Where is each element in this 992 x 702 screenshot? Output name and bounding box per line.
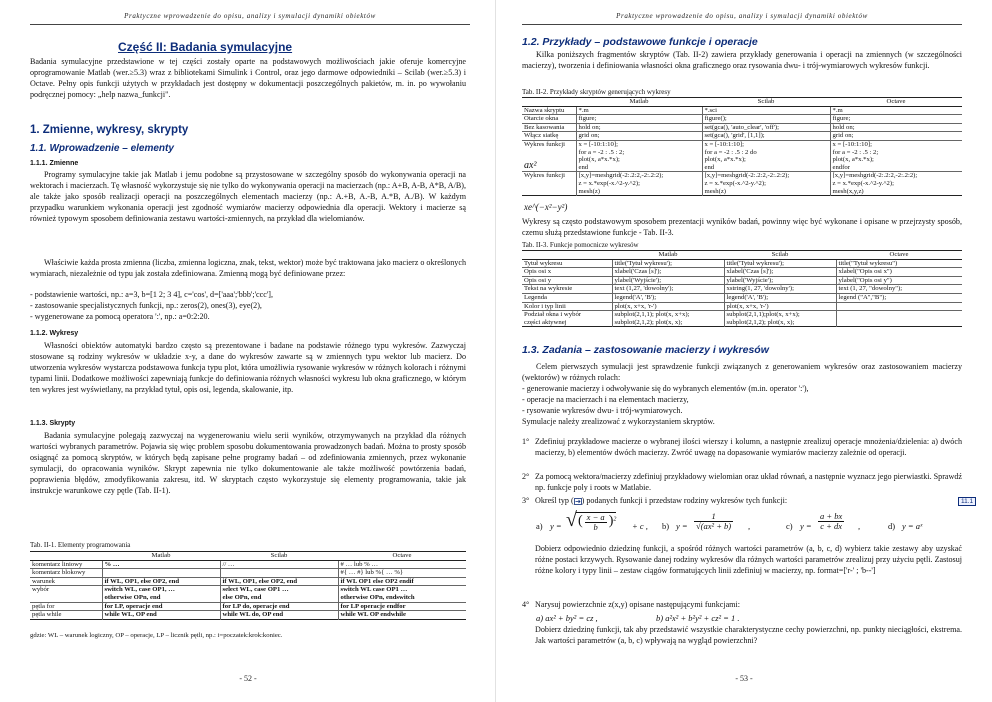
table-cell xyxy=(836,319,962,327)
table-cell: Opis osi x xyxy=(522,268,612,277)
table-cell: figure; xyxy=(576,115,702,124)
table-header: Scilab xyxy=(220,552,338,561)
zmienne-paragraph-2: Właściwie każda prosta zmienna (liczba, zmienna logiczna, znak, tekst, wektor) może być traktowana jako macierz o określonych wymiarach, niezależnie od typu jak została zdefiniowana. Zmienną mogą być definiowane przez: xyxy=(30,258,466,278)
table-cell: [x,y]=meshgrid(-2:.2:2,-2:.2:2); xyxy=(702,172,830,180)
table-cell: mesh(x,y,z) xyxy=(830,188,962,196)
exercise-3-formulas xyxy=(536,511,956,541)
table-row xyxy=(30,560,466,569)
running-header-right: Praktyczne wprowadzenie do opisu, analizy i symulacji dynamiki obiektów xyxy=(616,12,868,20)
formula-lhs: y = xyxy=(550,521,562,531)
sqrt-sign-icon: √ xyxy=(566,509,577,531)
list-item: - operacje na macierzach i na elementach macierzy, xyxy=(522,394,689,404)
table-row xyxy=(30,586,466,594)
table-cell xyxy=(836,311,962,319)
table-header: Scilab xyxy=(702,98,830,107)
table-cell: części aktywnej xyxy=(524,318,567,326)
table-cell: title('Tytuł wykresu'); xyxy=(724,259,836,268)
table-row xyxy=(522,319,962,327)
exercise-number: 1° xyxy=(522,437,530,446)
formula-label: d) xyxy=(888,521,896,531)
section-1-1-heading: 1.1. Wprowadzenie – elementy xyxy=(30,143,174,154)
table-cell xyxy=(836,302,962,311)
table-cell: Włącz siatkę xyxy=(522,132,576,141)
table-row xyxy=(522,149,962,157)
table-row xyxy=(522,115,962,124)
page-number-right: - 53 - xyxy=(735,674,753,683)
table-header xyxy=(522,98,576,107)
table-cell: title("Tytuł wykresu") xyxy=(836,259,962,268)
zmienne-paragraph-1: Programy symulacyjne takie jak Matlab i jemu podobne są przystosowane w szczególny sposób do wykonywania operacji na wektorach i macierzach. Tę własność wykorzystuje się nie tylko do wykonywania operacji na macierzach (np.: A+B, A-B, A*B, A/B), ale także jako sposób realizacji operacji na poszczególnych elementach macierzy (np.: A.+B, A.-B, A.*B, A./B). W każdym przypadku warunkiem wykonania operacji jest zgodność wymiarów macierzy odpowiednia dla operacji. Wektory i macierze są również typowym sposobem definiowania zestawu wartości-zmiennych, na przykład dla wielomianów. xyxy=(30,170,466,223)
zmienne-list xyxy=(30,290,466,323)
table-row xyxy=(522,164,962,172)
table-row xyxy=(30,577,466,586)
table-cell xyxy=(522,180,576,188)
table-header xyxy=(522,251,612,260)
examples-paragraph: Kilka poniższych fragmentów skryptów (Tab. II-2) zawiera przykłady generowania i operacji na zmiennych (w szczególności macierzy), tworzenia i definiowania własności okna graficznego oraz rysowania dwu- i trój-wymiarowych wykresów funkcji. xyxy=(522,50,962,70)
table-row xyxy=(522,285,962,294)
table-cell: ylabel("Opis osi y") xyxy=(836,276,962,285)
table-cell: otherwise OPn, end xyxy=(102,594,220,602)
table-cell: Bez kasowania xyxy=(522,123,576,132)
table-cell: // … xyxy=(220,560,338,569)
formula-lhs: y = xyxy=(800,521,812,531)
table-row xyxy=(30,594,466,602)
table-cell: subplot(2,1,2); plot(x, x); xyxy=(724,319,836,327)
table-cell: Wykres funkcji xyxy=(522,172,576,180)
table-cell: subplot(2,1,2); plot(x, x); xyxy=(612,319,724,327)
table-cell: while WL do, OP end xyxy=(220,611,338,620)
formula-fraction xyxy=(818,512,844,531)
table-cell: title('Tytuł wykresu'); xyxy=(612,259,724,268)
tasks-after: Symulacje należy zrealizować z wykorzystaniem skryptów. xyxy=(522,417,715,426)
table-cell: end xyxy=(576,164,702,172)
exercise-2 xyxy=(522,472,962,494)
table-row xyxy=(522,302,962,311)
table-row xyxy=(522,268,962,277)
table-cell: figure; xyxy=(830,115,962,124)
table-cell: xlabel('Czas [s]'); xyxy=(612,268,724,277)
section-1-1-2-heading: 1.1.2. Wykresy xyxy=(30,330,79,337)
table-header xyxy=(30,552,102,561)
header-rule-right xyxy=(522,24,962,25)
table-cell: x = [-10:1:10]; xyxy=(830,140,962,148)
table-programming-elements xyxy=(30,551,466,620)
table-cell: Otarcie okna xyxy=(522,115,576,124)
right-arrow-icon[interactable] xyxy=(574,496,582,505)
table-cell: wybór xyxy=(30,586,102,594)
table1-legend: gdzie: WL – warunek logiczny, OP – operacje, LP – licznik pętli, np.: i=poczatek:krok:koniec. xyxy=(30,632,283,639)
exercise-3-after: Dobierz odpowiednio dziedzinę funkcji, a spośród różnych wartości parametrów (a, b, c, d) wybierz takie zestawy aby uzyskać różne postaci krzywych. Rysowanie danej rodziny wykresów dla różnych wartości parametrów zrealizuj przy użyciu pętli. Zastosuj różne kolory i typy linii – zestaw ciągów formatujących linii zdefiniuj w macierzy, np. format=['r-' ; 'b--'] xyxy=(535,544,962,575)
table-row xyxy=(522,188,962,196)
table-cell: subplot(2,1,1);plot(x, x+x); xyxy=(724,311,836,319)
exponent: 2 xyxy=(613,516,617,523)
formula-rest: , xyxy=(748,521,751,531)
numerator: x − a xyxy=(586,512,605,522)
table-cell: set(gca(), 'auto_clear', 'off'); xyxy=(702,123,830,132)
table-cell: mesh(z) xyxy=(576,188,702,196)
table-row xyxy=(30,611,466,620)
table-cell: hold on; xyxy=(576,123,702,132)
table-cell: x = [-10:1:10]; xyxy=(702,140,830,148)
table-cell: text (1, 27, "dowolny"); xyxy=(836,285,962,294)
list-item: - wygenerowane za pomocą operatora ':', np.: a=0:2:20. xyxy=(30,311,210,321)
table-cell: for LP do, operacje end xyxy=(220,602,338,611)
table-cell: endfor xyxy=(830,164,962,172)
table-plot-scripts xyxy=(522,97,962,196)
table-cell: grid on; xyxy=(576,132,702,141)
exercise-text: Za pomocą wektora/macierzy zdefiniuj przykładowy wielomian oraz układ równań, a następnie wyznacz jego pierwiastki. Sprawdź np. funkcje poly i roots w Matlabie. xyxy=(535,472,962,492)
page-number-left: - 52 - xyxy=(239,674,257,683)
table-cell: % … xyxy=(102,560,220,569)
table-cell: for LP operacje endfor xyxy=(338,602,466,611)
table-cell: if WL, OP1, else OP2, end xyxy=(102,577,220,586)
table-cell: Tytuł wykresu xyxy=(522,259,612,268)
table-header: Matlab xyxy=(612,251,724,260)
table-cell xyxy=(220,569,338,578)
table-cell: otherwise OPn, endswitch xyxy=(338,594,466,602)
table-cell: #{ … #} lub %{ … %} xyxy=(338,569,466,578)
formula-fraction xyxy=(585,513,607,532)
table-cell: plot(x, a*x.*x); xyxy=(830,156,962,164)
header-rule-left xyxy=(30,24,470,25)
table-cell: [x,y]=meshgrid(-2:.2:2,-2:.2:2); xyxy=(576,172,702,180)
table-row xyxy=(522,172,962,180)
table-row xyxy=(522,123,962,132)
table-header: Octave xyxy=(338,552,466,561)
table-cell: Kolor i typ linii xyxy=(522,302,612,311)
table-row xyxy=(522,293,962,302)
table-row xyxy=(522,156,962,164)
table-cell: ylabel('Wyjście'); xyxy=(612,276,724,285)
table-cell: for LP, operacje end xyxy=(102,602,220,611)
list-item: - podstawienie wartości, np.: a=3, b=[1 2; 3 4], c='cos', d=['aaa';'bbb';'ccc'], xyxy=(30,290,273,299)
table-cell: Tekst na wykresie xyxy=(522,285,612,294)
table-cell: Opis osi y xyxy=(522,276,612,285)
table-cell: select WL, case OP1 … xyxy=(220,586,338,594)
section-1-heading: 1. Zmienne, wykresy, skrypty xyxy=(30,124,189,136)
table-cell: komentarz blokowy xyxy=(30,569,102,578)
table-cell: x = [-10:1:10]; xyxy=(576,140,702,148)
list-item: - generowanie macierzy i odwoływanie się do wybranych elementów (m.in. operator ':'), xyxy=(522,384,809,393)
after-table2-paragraph: Wykresy są często podstawowym sposobem prezentacji wyników badań, powinny więc być wykonane i opisane w przejrzysty sposób, czemu służą przedstawione funkcje - Tab. II-3. xyxy=(522,217,962,237)
formula-xexp: xe^(−x²−y²) xyxy=(524,202,568,212)
section-1-1-3-heading: 1.1.3. Skrypty xyxy=(30,420,76,427)
formula-rest: , xyxy=(858,521,861,531)
table-cell: z = x.*exp(-x.^2-y.^2); xyxy=(702,180,830,188)
section-1-3-heading: 1.3. Zadania – zastosowanie macierzy i wykresów xyxy=(522,344,769,356)
paren-icon: ) xyxy=(608,513,614,529)
running-header-left: Praktyczne wprowadzenie do opisu, analizy i symulacji dynamiki obiektów xyxy=(124,12,376,20)
skrypty-paragraph: Badania symulacyjne polegają zazwyczaj na wygenerowaniu wielu serii wyników, otrzymywanych na przykład dla różnych wartości wybranych parametrów. Pojawia się więc problem sposobu dokumentowania prowadzonych badań. Można to prosty sposób osiągnąć za pomocą skryptów, w których będą zapisane pełne programy badań – od zdefiniowania zmiennych, przez wykonanie symulacji, do opracowania wyników. Skrypt zapewnia nie tylko dokumentowanie ale także możliwość powtórzenia badań, poprawienia błędów, zmodyfikowania zakresu, itd. W skryptach często wykorzystuje się elementy programowania, takie jak instrukcje warunkowe czy pętle (Tab. II-1). xyxy=(30,431,466,495)
table-cell: grid on; xyxy=(830,132,962,141)
table-cell: for a = -2 : .5 : 2; xyxy=(830,149,962,157)
exercise-4-formula-b: b) a²x² + b²y² + cz² = 1 . xyxy=(656,613,740,623)
exercise-text: Zdefiniuj przykładowe macierze o wybranej ilości wierszy i kolumn, a następnie zrealizuj operacje mnożenia/dzielenia: a) dwóch macierzy, b) elementów dwóch macierzy. Zwróć uwagę na dopasowanie wymiarów macierzy zależnie od operacji. xyxy=(535,437,962,457)
table-cell: z = x.*exp(-x.^2-y.^2); xyxy=(576,180,702,188)
denominator: b xyxy=(593,522,598,532)
table-cell: else OPn, end xyxy=(220,594,338,602)
table-header: Matlab xyxy=(102,552,220,561)
table-cell: warunek xyxy=(30,577,102,586)
table-cell: pętla for xyxy=(30,602,102,611)
table-cell: [x,y]=meshgrid(-2:.2:2,-2:.2:2); xyxy=(830,172,962,180)
table-cell: if WL, OP1, else OP2, end xyxy=(220,577,338,586)
table-cell: plot(x, a*x.*x); xyxy=(702,156,830,164)
table-header: Matlab xyxy=(576,98,702,107)
exercise-4 xyxy=(522,600,962,611)
table-cell: for a = -2 : .5 : 2 do xyxy=(702,149,830,157)
table-row xyxy=(522,106,962,115)
denominator: √(ax² + b) xyxy=(696,521,732,531)
exercise-4-formula-a: a) ax² + by² = cz , xyxy=(536,613,598,623)
table-cell: pętla while xyxy=(30,611,102,620)
numerator: 1 xyxy=(694,512,733,522)
tasks-list xyxy=(522,384,962,417)
table-cell: z = x.*exp(-x.^2-y.^2); xyxy=(830,180,962,188)
formula-rest: + c , xyxy=(632,521,648,531)
section-1-1-1-heading: 1.1.1. Zmienne xyxy=(30,160,79,167)
table2-caption: Tab. II-2. Przykłady skryptów generujących wykresy xyxy=(522,88,671,96)
table-cell: if WL OP1 else OP2 endif xyxy=(338,577,466,586)
numerator: a + bx xyxy=(820,511,843,521)
margin-reference-tag[interactable]: 11.1 xyxy=(958,497,976,506)
table-cell: hold on; xyxy=(830,123,962,132)
tasks-paragraph: Celem pierwszych symulacji jest sprawdzenie funkcji związanych z generowaniem wykresów oraz zastosowaniem macierzy (wektorów) w różnych rolach: xyxy=(522,362,962,382)
table-cell: plot(x, a*x.*x); xyxy=(576,156,702,164)
table-cell: set(gca(), 'grid', [1,1]); xyxy=(702,132,830,141)
table-cell: ylabel('Wyjście'); xyxy=(724,276,836,285)
table-header: Scilab xyxy=(724,251,836,260)
table-cell xyxy=(102,569,220,578)
formula-fraction xyxy=(694,512,733,531)
list-item: - rysowanie wykresów dwu- i trój-wymiarowych. xyxy=(522,405,683,415)
exercise-4-after: Dobierz dziedzinę funkcji, tak aby przedstawić wszystkie charakterystyczne cechy powierzchni, np. punkty nieciągłości, ekstrema. Jak wartości parametrów (a, b, c) wpływają na wygląd powierzchni? xyxy=(535,625,962,645)
table-cell: # … lub % … xyxy=(338,560,466,569)
table-cell: subplot(2,1,1); plot(x, x+x); xyxy=(612,311,724,319)
table-row xyxy=(522,276,962,285)
exercise-text: Określ typ ( xyxy=(535,496,574,505)
table-cell: legend('A', 'B'); xyxy=(724,293,836,302)
table-row xyxy=(522,140,962,148)
formula-label: a) xyxy=(536,521,543,531)
formula-lhs: y = xyxy=(676,521,688,531)
table-row xyxy=(522,180,962,188)
table-header: Octave xyxy=(836,251,962,260)
table-header: Octave xyxy=(830,98,962,107)
exercise-text-wrap xyxy=(535,496,962,507)
table-cell: while WL OP endwhile xyxy=(338,611,466,620)
list-item: - zastosowanie specjalistycznych funkcji, np.: zeros(2), ones(3), eye(2), xyxy=(30,300,262,310)
table-cell: Podział okna i wybór xyxy=(522,311,612,319)
exercise-number: 4° xyxy=(522,600,530,609)
part-title: Część II: Badania symulacyjne xyxy=(118,40,293,54)
table1-caption: Tab. II-1. Elementy programowania xyxy=(30,541,131,549)
exercise-3 xyxy=(522,496,962,507)
denominator: c + dx xyxy=(820,521,843,531)
table-cell: Legenda xyxy=(522,293,612,302)
table-cell: plot(x, x+x, 'r-') xyxy=(724,302,836,311)
table-cell: *.m xyxy=(576,106,702,115)
exercise-text: Narysuj powierzchnie z(x,y) opisane następującymi funkcjami: xyxy=(535,600,740,609)
table-plot-helpers xyxy=(522,250,962,327)
table-row xyxy=(30,569,466,578)
table-cell: while WL, OP end xyxy=(102,611,220,620)
table-cell: plot(x, x+x, 'r-') xyxy=(612,302,724,311)
table-cell: xlabel('Czas [s]'); xyxy=(724,268,836,277)
table-cell: Wykres funkcji xyxy=(522,140,576,148)
table-row xyxy=(522,132,962,141)
table-cell: mesh(z) xyxy=(702,188,830,196)
formula-a-body xyxy=(576,512,616,532)
exercise-text: ) podanych funkcji i przedstaw rodziny wykresów tych funkcji: xyxy=(581,496,788,505)
table-cell: *.m xyxy=(830,106,962,115)
wykresy-paragraph: Własności obiektów automatyki bardzo często są prezentowane i badane na podstawie różnego typu wykresów. Zazwyczaj stosowane są rodziny wykresów w układzie x-y, a dane do wykresów zawarte są w zmiennych typu wektor lub macierz. Do utworzenia wykresów wystarcza podstawowa funkcja typu plot, która umożliwia rysowanie wykresów w różnych kolorach i różnymi typami linii. Dodatkowe możliwości zapewniają funkcje do definiowania różnych własności wykresu lub okna graficznego, w którym ten wykres jest wyświetlany, na przykład tytuł, opis osi, legenda, skalowanie, itp. xyxy=(30,341,466,394)
table-cell: switch WL, case OP1, … xyxy=(102,586,220,594)
formula-ax2: ax² xyxy=(524,160,537,171)
table-cell: komentarz liniowy xyxy=(30,560,102,569)
table-cell xyxy=(522,149,576,157)
table-cell: xstring(1, 27, 'dowolny'); xyxy=(724,285,836,294)
exercise-number: 2° xyxy=(522,472,530,481)
table-cell: xlabel("Opis osi x") xyxy=(836,268,962,277)
table-cell: *.sci xyxy=(702,106,830,115)
table-cell: for a = -2 : .5 : 2; xyxy=(576,149,702,157)
table-cell xyxy=(30,594,102,602)
formula-label: c) xyxy=(786,521,793,531)
table-cell: Nazwa skryptu xyxy=(522,106,576,115)
table-row xyxy=(522,259,962,268)
table-row xyxy=(30,602,466,611)
paren-icon: ( xyxy=(578,513,583,529)
table-cell xyxy=(522,188,576,196)
exercise-1 xyxy=(522,437,962,459)
table-row xyxy=(522,311,962,319)
table-cell: figure(); xyxy=(702,115,830,124)
right-page xyxy=(496,0,992,702)
table-cell: text (1,27, 'dowolny'); xyxy=(612,285,724,294)
table-cell: legend ("A","B"); xyxy=(836,293,962,302)
intro-paragraph: Badania symulacyjne przedstawione w tej części zostały oparte na podstawowych możliwościach jakie oferuje komercyjne oprogramowanie Matlab (wer.≥5.3) wraz z bibliotekami Simulink i Control, oraz jego darmowe odpowiedniki – Scilab (wer.≥5.3) i Octave. Pełny opis funkcji użytych w przykładach jest dostępny w dokumentacji poszczególnych pakietów, m. in. po wywołaniu podręcznej pomocy: „help nazwa_funkcji". xyxy=(30,57,466,99)
table-cell: switch WL case OP1 … xyxy=(338,586,466,594)
exercise-number: 3° xyxy=(522,496,530,505)
formula-d: y = aˣ xyxy=(902,521,923,531)
table-cell: legend('A', 'B'); xyxy=(612,293,724,302)
formula-label: b) xyxy=(662,521,670,531)
table3-caption: Tab. II-3. Funkcje pomocnicze wykresów xyxy=(522,241,639,249)
section-1-2-heading: 1.2. Przykłady – podstawowe funkcje i operacje xyxy=(522,36,758,48)
table-cell: end xyxy=(702,164,830,172)
